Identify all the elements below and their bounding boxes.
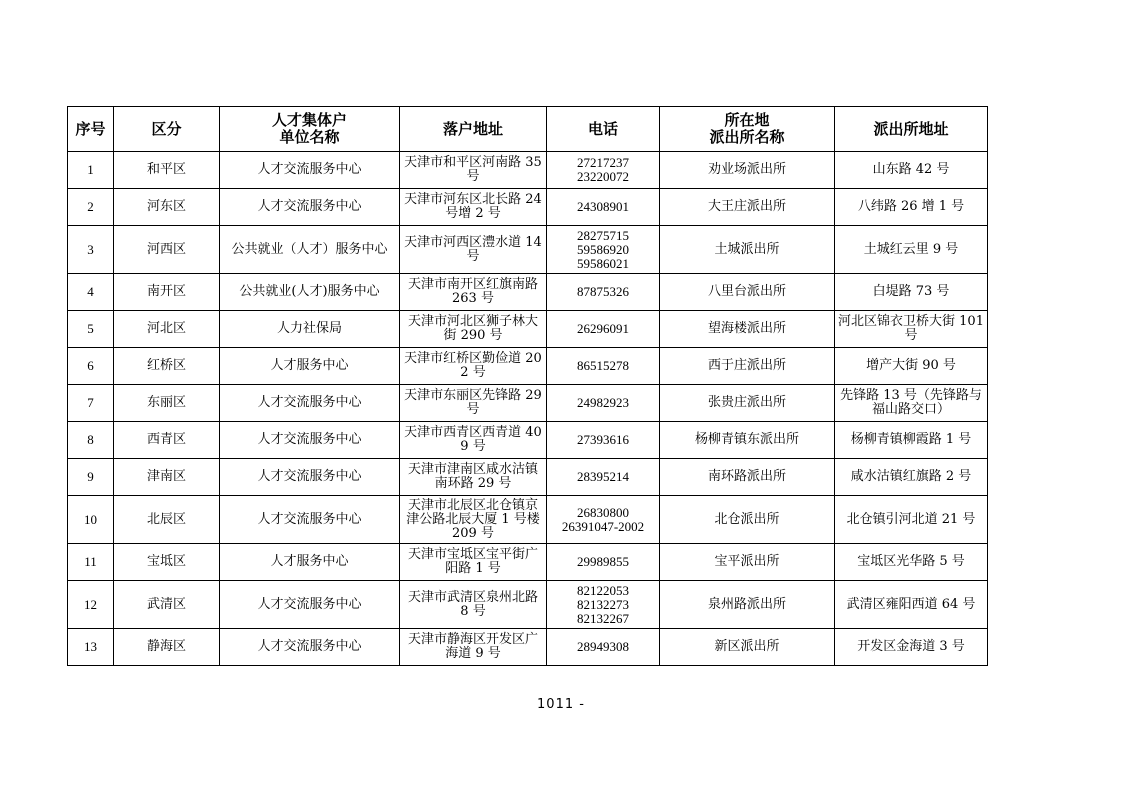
phone-number: 28275715	[577, 227, 629, 243]
header-address: 落户地址	[400, 107, 547, 152]
page-number: 1011 -	[537, 697, 585, 712]
row-district: 东丽区	[114, 385, 220, 422]
row-phone	[547, 348, 660, 385]
row-phone	[547, 459, 660, 496]
row-station: 北仓派出所	[660, 496, 835, 544]
table-row	[68, 581, 988, 629]
header-station-address: 派出所地址	[835, 107, 988, 152]
table-row	[68, 544, 988, 581]
table-body	[68, 152, 988, 666]
row-index: 10	[68, 496, 114, 544]
row-station: 张贵庄派出所	[660, 385, 835, 422]
table-row	[68, 629, 988, 666]
row-unit: 人才交流服务中心	[220, 189, 400, 226]
row-station-address: 开发区金海道 3 号	[835, 629, 988, 666]
row-district: 和平区	[114, 152, 220, 189]
row-index: 5	[68, 311, 114, 348]
row-station-address: 先锋路 13 号（先锋路与福山路交口）	[835, 385, 988, 422]
row-index: 6	[68, 348, 114, 385]
row-unit: 人才交流服务中心	[220, 581, 400, 629]
header-district: 区分	[114, 107, 220, 152]
row-station-address: 土城红云里 9 号	[835, 226, 988, 274]
row-phone	[547, 544, 660, 581]
table-row	[68, 226, 988, 274]
row-address: 天津市东丽区先锋路 29 号	[400, 385, 547, 422]
row-station-address: 河北区锦衣卫桥大街 101 号	[835, 311, 988, 348]
row-unit: 公共就业（人才）服务中心	[220, 226, 400, 274]
row-address: 天津市宝坻区宝平街广阳路 1 号	[400, 544, 547, 581]
phone-number: 24982923	[577, 395, 629, 410]
row-station-address: 武清区雍阳西道 64 号	[835, 581, 988, 629]
phone-number: 59586021	[577, 255, 629, 271]
phone-number: 28949308	[577, 639, 629, 654]
table-row	[68, 496, 988, 544]
header-unit	[220, 107, 400, 152]
row-station-address: 北仓镇引河北道 21 号	[835, 496, 988, 544]
row-district: 静海区	[114, 629, 220, 666]
row-phone	[547, 581, 660, 629]
header-station	[660, 107, 835, 152]
row-address: 天津市河西区澧水道 14 号	[400, 226, 547, 274]
row-address: 天津市和平区河南路 35 号	[400, 152, 547, 189]
header-phone: 电话	[547, 107, 660, 152]
row-district: 西青区	[114, 422, 220, 459]
row-index: 1	[68, 152, 114, 189]
phone-number: 87875326	[577, 284, 629, 299]
row-index: 9	[68, 459, 114, 496]
row-station: 南环路派出所	[660, 459, 835, 496]
header-unit-line2: 单位名称	[279, 128, 340, 146]
table-row	[68, 152, 988, 189]
row-unit: 人才交流服务中心	[220, 152, 400, 189]
row-station: 劝业场派出所	[660, 152, 835, 189]
row-address: 天津市河北区狮子林大街 290 号	[400, 311, 547, 348]
row-address: 天津市津南区咸水沽镇南环路 29 号	[400, 459, 547, 496]
phone-number: 26391047-2002	[561, 518, 645, 534]
row-address: 天津市南开区红旗南路 263 号	[400, 274, 547, 311]
row-unit: 人才服务中心	[220, 544, 400, 581]
row-district: 河东区	[114, 189, 220, 226]
row-phone	[547, 226, 660, 274]
header-index: 序号	[68, 107, 114, 152]
row-address: 天津市红桥区勤俭道 202 号	[400, 348, 547, 385]
row-index: 4	[68, 274, 114, 311]
row-station-address: 白堤路 73 号	[835, 274, 988, 311]
row-address: 天津市河东区北长路 24 号增 2 号	[400, 189, 547, 226]
row-unit: 公共就业(人才)服务中心	[220, 274, 400, 311]
row-station-address: 杨柳青镇柳霞路 1 号	[835, 422, 988, 459]
row-phone	[547, 629, 660, 666]
row-station: 望海楼派出所	[660, 311, 835, 348]
row-phone	[547, 274, 660, 311]
row-unit: 人才交流服务中心	[220, 422, 400, 459]
row-district: 宝坻区	[114, 544, 220, 581]
row-district: 红桥区	[114, 348, 220, 385]
table-row	[68, 385, 988, 422]
phone-number: 26830800	[577, 504, 629, 520]
row-phone	[547, 422, 660, 459]
row-phone	[547, 152, 660, 189]
row-index: 2	[68, 189, 114, 226]
row-index: 13	[68, 629, 114, 666]
row-station-address: 宝坻区光华路 5 号	[835, 544, 988, 581]
table-row	[68, 422, 988, 459]
row-station: 泉州路派出所	[660, 581, 835, 629]
row-unit: 人才交流服务中心	[220, 496, 400, 544]
row-phone	[547, 496, 660, 544]
phone-number: 82122053	[577, 582, 629, 598]
row-district: 北辰区	[114, 496, 220, 544]
row-station-address: 增产大街 90 号	[835, 348, 988, 385]
row-station: 宝平派出所	[660, 544, 835, 581]
phone-number: 24308901	[577, 199, 629, 214]
row-district: 河西区	[114, 226, 220, 274]
row-station: 西于庄派出所	[660, 348, 835, 385]
row-district: 南开区	[114, 274, 220, 311]
header-station-line1: 所在地	[724, 111, 770, 129]
row-phone	[547, 311, 660, 348]
row-district: 河北区	[114, 311, 220, 348]
table-row	[68, 348, 988, 385]
row-unit: 人力社保局	[220, 311, 400, 348]
row-station: 八里台派出所	[660, 274, 835, 311]
row-index: 8	[68, 422, 114, 459]
row-station: 新区派出所	[660, 629, 835, 666]
phone-number: 23220072	[577, 169, 629, 184]
phone-number: 26296091	[577, 321, 629, 336]
phone-number: 82132273	[577, 596, 629, 612]
row-address: 天津市静海区开发区广海道 9 号	[400, 629, 547, 666]
row-unit: 人才交流服务中心	[220, 459, 400, 496]
row-index: 3	[68, 226, 114, 274]
row-station: 大王庄派出所	[660, 189, 835, 226]
phone-number: 27393616	[577, 432, 629, 447]
phone-number: 29989855	[577, 554, 629, 569]
row-address: 天津市西青区西青道 409 号	[400, 422, 547, 459]
phone-number: 82132267	[577, 610, 629, 626]
row-phone	[547, 385, 660, 422]
row-station-address: 咸水沽镇红旗路 2 号	[835, 459, 988, 496]
row-index: 7	[68, 385, 114, 422]
row-unit: 人才交流服务中心	[220, 629, 400, 666]
row-unit: 人才交流服务中心	[220, 385, 400, 422]
table-row	[68, 274, 988, 311]
row-phone	[547, 189, 660, 226]
row-address: 天津市武清区泉州北路 8 号	[400, 581, 547, 629]
table-row	[68, 311, 988, 348]
table-header-row	[68, 107, 988, 152]
row-index: 12	[68, 581, 114, 629]
header-unit-line1: 人才集体户	[271, 111, 347, 129]
phone-number: 86515278	[577, 358, 629, 373]
row-address: 天津市北辰区北仓镇京津公路北辰大厦 1 号楼 209 号	[400, 496, 547, 544]
row-district: 武清区	[114, 581, 220, 629]
table-row	[68, 189, 988, 226]
phone-number: 59586920	[577, 241, 629, 257]
row-station: 杨柳青镇东派出所	[660, 422, 835, 459]
row-station: 土城派出所	[660, 226, 835, 274]
header-station-line2: 派出所名称	[709, 128, 785, 146]
table-row	[68, 459, 988, 496]
talent-household-table	[67, 106, 988, 666]
row-index: 11	[68, 544, 114, 581]
phone-number: 28395214	[577, 469, 629, 484]
row-unit: 人才服务中心	[220, 348, 400, 385]
row-station-address: 山东路 42 号	[835, 152, 988, 189]
row-station-address: 八纬路 26 增 1 号	[835, 189, 988, 226]
phone-number: 27217237	[577, 155, 629, 170]
row-district: 津南区	[114, 459, 220, 496]
